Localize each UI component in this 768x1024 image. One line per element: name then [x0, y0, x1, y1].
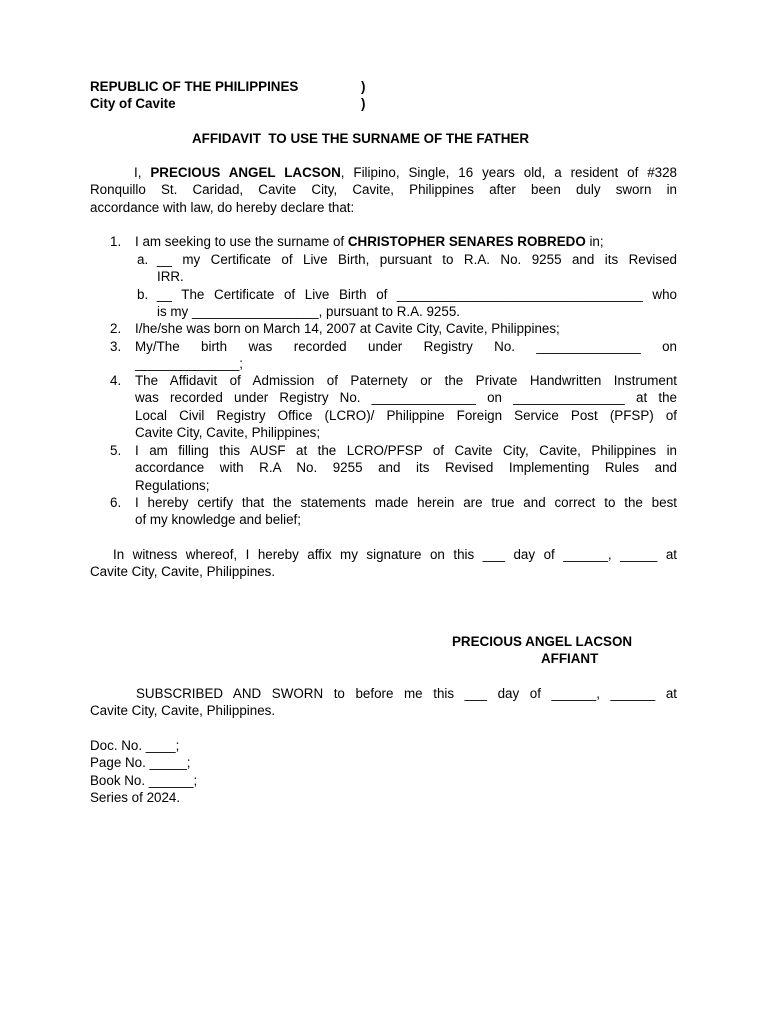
city-heading: City of Cavite — [90, 96, 176, 111]
affidavit-page: REPUBLIC OF THE PHILIPPINES ) City of Cavite ) AFFIDAVIT TO USE THE SURNAME OF THE FATHER I, PRECIOUS ANGEL LACSON, Filipino, Single, 16 years old, a resident of #328 Ronquillo St. Caridad, Cavite City, Cavite, Philippines after been duly sworn in accordance with law, do hereby declare that: 1. I am seeking to use the surname of CHRISTOPHER SENARES ROBREDO in; a. __ my Certificate of Live Birth, pursuant to R.A. No. 9255 and its Revised IRR. b. __ The Certificate of Live Birth of _________________________________ who is my _________________, pursuant to R.A. 9255. 2. I/he/she was born on March 14, 2007 at Cavite City, Cavite, Philippines; 3. My/The birth was recorded under Registry No. ______________ on ______________; 4. The Affidavit of Admission of Paternety or the Private Handwritten Instrument was recorded under Registry No. ______________ on _______________ at the Local Civil Registry Office (LCRO)/ Philippine Foreign Service Post (PFSP) of Cavite City, Cavite, Philippines; 5. I am filling this AUSF at the LCRO/PFSP of Cavite City, Cavite, Philippines in accordance with R.A No. 9255 and its Revised Implementing Rules and Regulations; 6. I hereby certify that the statements made herein are true and correct to the best of my knowledge and belief; In witness whereof, I hereby affix my signature on this ___ day of ______, _____ at Cavite City, Cavite, Philippines. PRECIOUS ANGEL LACSON AFFIANT SUBSCRIBED AND SWORN to before me this ___ day of ______, ______ at Cavite City, Cavite, Philippines. Doc. No. ____; Page No. _____; Book No. ______; Series of 2024. — [90, 79, 677, 805]
signature-name: PRECIOUS ANGEL LACSON — [452, 634, 633, 649]
doc-no: Doc. No. ____; — [90, 738, 180, 753]
intro-paragraph — [90, 164, 677, 216]
intro-line-1: I, PRECIOUS ANGEL LACSON, Filipino, Single, 16 years old, a resident of #328 — [134, 165, 677, 180]
affiant-name: PRECIOUS ANGEL LACSON — [150, 165, 341, 180]
signature-role: AFFIANT — [541, 651, 599, 666]
series-year: Series of 2024. — [90, 790, 181, 805]
subscribed-paragraph: SUBSCRIBED AND SWORN to before me this ___ day of ______, ______ at Cavite City, Cavite, Philippines. — [90, 686, 677, 719]
father-name: CHRISTOPHER SENARES ROBREDO — [347, 234, 586, 249]
header-paren-2: ) — [361, 96, 366, 111]
republic-heading: REPUBLIC OF THE PHILIPPINES — [90, 79, 299, 94]
book-no: Book No. ______; — [90, 773, 198, 788]
witness-paragraph: In witness whereof, I hereby affix my signature on this ___ day of ______, _____ at Cavite City, Cavite, Philippines. — [90, 547, 677, 580]
page-no: Page No. _____; — [90, 755, 191, 770]
document-title: AFFIDAVIT TO USE THE SURNAME OF THE FATHER — [192, 131, 529, 146]
header-paren-1: ) — [361, 79, 366, 94]
intro-line-2: Ronquillo St. Caridad, Cavite City, Cavite, Philippines after been duly sworn in — [90, 182, 677, 198]
intro-line-3: accordance with law, do hereby declare that: — [90, 199, 355, 215]
